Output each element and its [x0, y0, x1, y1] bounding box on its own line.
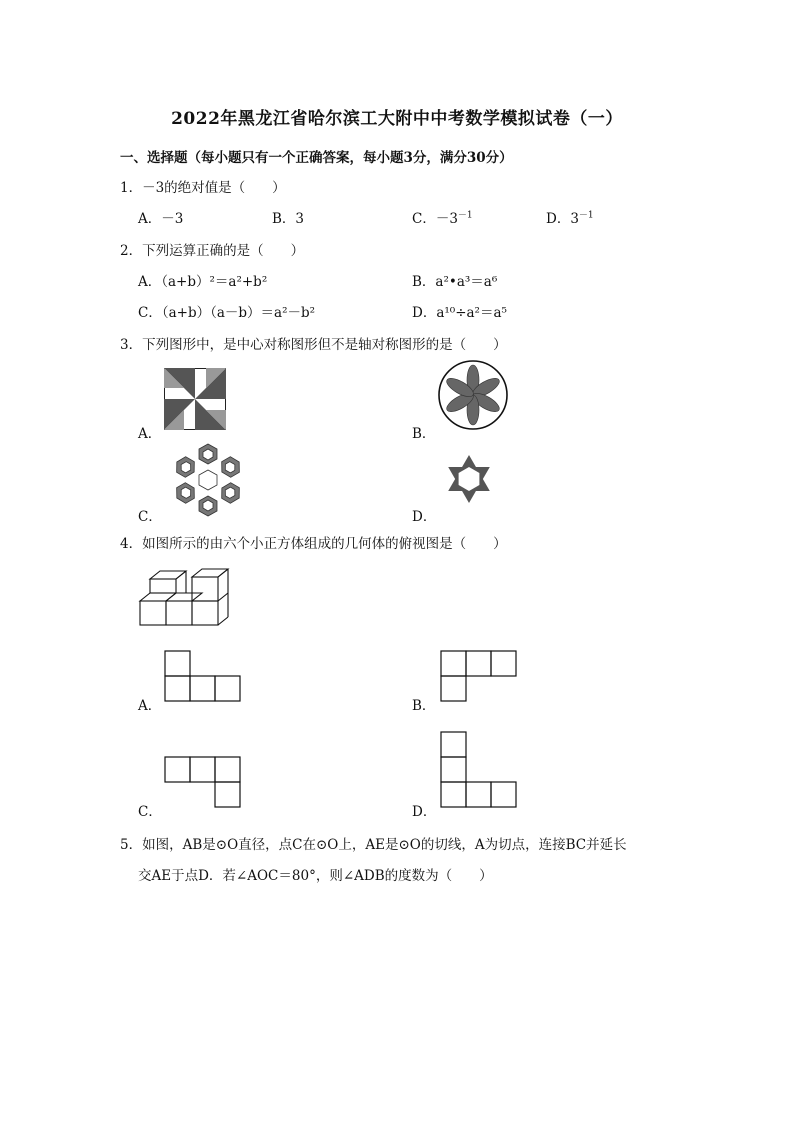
cube-solid-figure	[138, 565, 230, 629]
question-3-option-d: D．	[412, 509, 437, 525]
question-1-option-c-base: C．－3	[412, 211, 458, 227]
flower-in-circle-figure	[437, 359, 509, 431]
question-2-option-d: D．a¹⁰÷a²＝a⁵	[412, 305, 507, 321]
question-1-option-b: B．3	[272, 211, 305, 227]
question-3-option-c: C．	[138, 509, 162, 525]
question-4-option-c: C．	[138, 804, 162, 820]
star-of-david-figure	[441, 453, 497, 505]
question-5-line-1: 5．如图，AB是⊙O直径，点C在⊙O上，AE是⊙O的切线，A为切点，连接BC并延长	[120, 837, 627, 853]
page-title: 2022年黑龙江省哈尔滨工大附中中考数学模拟试卷（一）	[171, 109, 623, 129]
question-1-option-d-exponent: －1	[578, 210, 594, 221]
question-1-option-a: A．－3	[138, 211, 184, 227]
question-2-stem: 2．下列运算正确的是（ ）	[120, 243, 305, 259]
top-view-option-c-figure	[164, 756, 242, 808]
question-1-option-d-base: D．3	[546, 211, 579, 227]
hexagon-snowflake-figure	[163, 440, 253, 520]
question-2-option-b: B．a²•a³＝a⁶	[412, 274, 498, 290]
section-heading: 一、选择题（每小题只有一个正确答案，每小题3分，满分30分）	[120, 150, 513, 166]
question-3-stem: 3．下列图形中，是中心对称图形但不是轴对称图形的是（ ）	[120, 337, 507, 353]
top-view-option-a-figure	[164, 650, 242, 702]
question-1-option-c-exponent: －1	[457, 210, 473, 221]
question-1-option-d	[546, 207, 594, 227]
question-2-option-c: C．（a+b）（a－b）＝a²－b²	[138, 305, 316, 321]
question-5-line-2: 交AE于点D．若∠AOC＝80°，则∠ADB的度数为（ ）	[138, 868, 493, 884]
question-4-stem: 4．如图所示的由六个小正方体组成的几何体的俯视图是（ ）	[120, 536, 507, 552]
question-4-option-b: B．	[412, 698, 436, 714]
question-4-option-d: D．	[412, 804, 437, 820]
question-1-option-c	[412, 207, 473, 227]
pinwheel-figure	[164, 368, 226, 430]
top-view-option-d-figure	[440, 731, 518, 808]
question-1-stem: 1．－3的绝对值是（ ）	[120, 180, 286, 196]
question-4-option-a: A．	[138, 698, 162, 714]
top-view-option-b-figure	[440, 650, 518, 702]
question-3-option-a: A．	[138, 426, 162, 442]
question-3-option-b: B．	[412, 426, 436, 442]
question-2-option-a: A．（a+b）²＝a²+b²	[138, 274, 268, 290]
